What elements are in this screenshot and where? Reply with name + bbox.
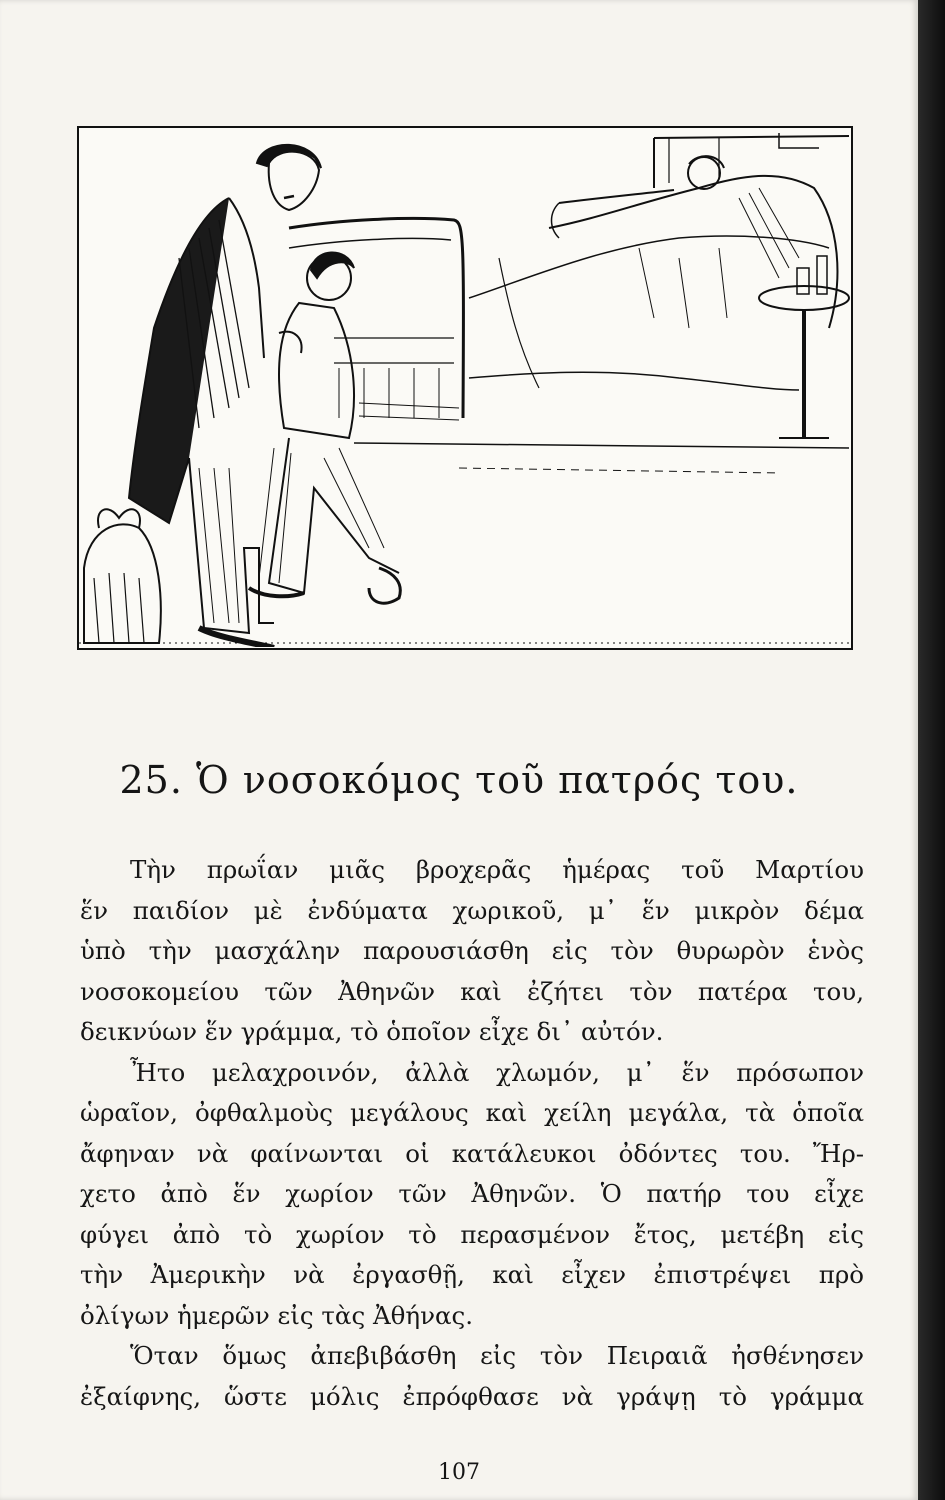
illustration-drawing (79, 128, 850, 647)
text-line: ἕν παιδίον μὲ ἐνδύματα χωρικοῦ, μ᾽ ἕν μικρὸν δέμα (80, 895, 864, 925)
paragraph-2 (80, 1053, 864, 1337)
text-line: χετο ἀπὸ ἕν χωρίον τῶν Ἀθηνῶν. Ὁ πατήρ του εἶχε (80, 1179, 864, 1208)
paragraph-3 (80, 1336, 864, 1417)
text-line: ἐξαίφνης, ὥστε μόλις ἐπρόφθασε νὰ γράψῃ τὸ γράμμα (80, 1381, 864, 1411)
text-line: ἄφηναν νὰ φαίνωνται οἱ κατάλευκοι ὀδόντες του. Ἤρ- (80, 1138, 864, 1168)
text-line: φύγει ἀπὸ τὸ χωρίον τὸ περασμένον ἔτος, μετέβη εἰς (80, 1219, 864, 1249)
text-line: ὀλίγων ἡμερῶν εἰς τὰς Ἀθήνας. (80, 1300, 474, 1330)
text-line: τὴν Ἀμερικὴν νὰ ἐργασθῇ, καὶ εἶχεν ἐπιστρέψει πρὸ (80, 1260, 864, 1289)
text-line: νοσοκομείου τῶν Ἀθηνῶν καὶ ἐζήτει τὸν πατέρα του, (80, 976, 864, 1006)
paragraph-1 (80, 850, 864, 1053)
text-line: ὡραῖον, ὀφθαλμοὺς μεγάλους καὶ χείλη μεγάλα, τὰ ὁποῖα (80, 1098, 864, 1127)
page-number: 107 (438, 1460, 480, 1485)
text-line: Ὅταν ὅμως ἀπεβιβάσθη εἰς τὸν Πειραιᾶ ἠσθένησεν (130, 1341, 864, 1370)
book-binding-edge (918, 0, 945, 1500)
text-line: ὑπὸ τὴν μασχάλην παρουσιάσθη εἰς τὸν θυρωρὸν ἑνὸς (80, 936, 864, 965)
text-line: δεικνύων ἕν γράμμα, τὸ ὁποῖον εἶχε δι᾽ αὐτόν. (80, 1017, 664, 1046)
text-line: Ἦτο μελαχροινόν, ἀλλὰ χλωμόν, μ᾽ ἕν πρόσωπον (130, 1057, 864, 1087)
chapter-body-text (80, 850, 864, 1417)
chapter-title: 25. Ὁ νοσοκόμος τοῦ πατρός του. (119, 758, 799, 802)
text-line: Τὴν πρωΐαν μιᾶς βροχερᾶς ἡμέρας τοῦ Μαρτίου (130, 855, 864, 884)
hospital-scene-illustration (77, 126, 853, 650)
